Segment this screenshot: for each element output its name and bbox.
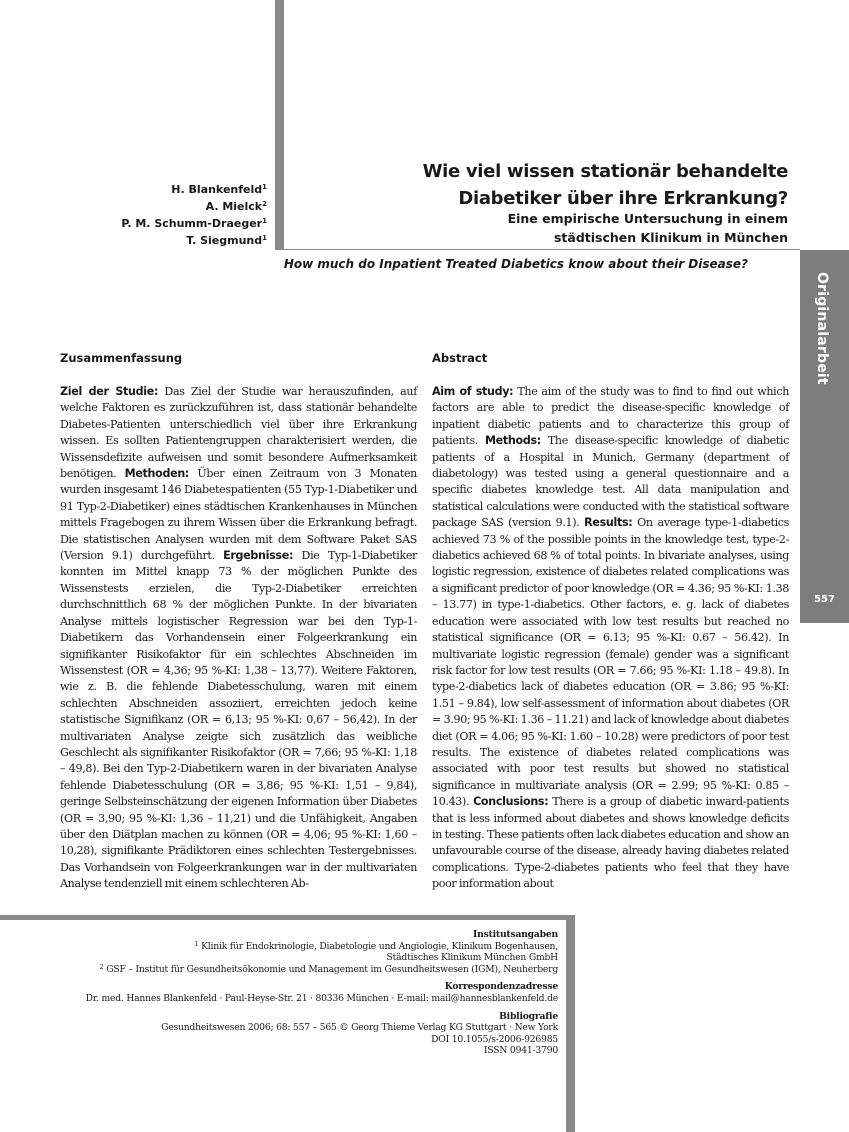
footer-horizontal-bar (0, 915, 575, 920)
institute-1: $^1$ Klinik für Endokrinologie, Diabetologie und Angiologie, Klinikum Bogenhausen, (194, 939, 558, 952)
bibliography-citation: Gesundheitswesen 2006; 68: 557 – 565 © Georg Thieme Verlag KG Stuttgart · New York (161, 1022, 558, 1034)
bibliography-heading: Bibliografie (499, 1010, 558, 1022)
institutes-heading: Institutsangaben (473, 929, 558, 940)
zusammenfassung-heading: Zusammenfassung (60, 351, 183, 365)
footer-vertical-bar (566, 915, 575, 1132)
header-vertical-bar (275, 0, 284, 250)
author: H. Blankenfeld$^1$ (171, 183, 267, 196)
institute-2: $^2$ GSF – Institut für Gesundheitsökonomie und Management im Gesundheitswesen (IGM), Neuherberg (99, 962, 558, 975)
bibliography-issn: ISSN 0941-3790 (483, 1045, 558, 1057)
zusammenfassung-column (60, 350, 417, 893)
abstract-text: Aim of study: The aim of the study was to find to find out which factors are able to predict the disease-specific knowledge of inpatient diabetic patients and to characterize this group of patients. Methods: The disease-specific knowledge of diabetic patients of a Hospital in Munich, Germany (department of diabetology) was tested using a general questionnaire and a specific diabetes knowledge test. All data manipulation and statistical calculations were conducted with the statistical software package SAS (version 9.1). Results: On average type-1-diabetics achieved 73 % of the possible points in the knowledge test, type-2-diabetics achieved 68 % of total points. In bivariate analyses, using logistic regression, existence of diabetes related complications was a significant predictor of poor knowledge (OR = 4.36; 95 %-KI: 1.38 – 13.77) in type-1-diabetics. Other factors, e. g. lack of diabetes education were associated with low test results but reached no statistical significance (OR = 6.13; 95 %-KI: 0.67 – 56.42). In multivariate logistic regression (female) gender was a significant risk factor for low test results (OR = 7.66; 95 %-KI: 1.18 – 49.8). In type-2-diabetics lack of diabetes education (OR = 3.86; 95 %-KI: 1.51 – 9.84), low self-assessment of information about diabetes (OR = 3.90; 95 %-KI: 1.36 – 11.21) and lack of knowledge about diabetes diet (OR = 4.06; 95 %-KI: 1.60 – 10.28) were predictors of poor test results. The existence of diabetes related complications was associated with poor test results but showed no statistical significance in multivariate analysis (OR = 2.99; 95 %-KI: 0.85 – 10.43). Conclusions: There is a group of diabetic inward-patients that is less informed about diabetes and shows knowledge deficits in testing. These patients often lack diabetes education and show an unfavourable course of the disease, already having diabetes related complications. Type-2-diabetes patients who feel that they have poor information about (432, 385, 790, 891)
author: A. Mielck$^2$ (205, 200, 267, 213)
side-tab-label-box (800, 250, 849, 450)
article-info (60, 929, 558, 1057)
abstract-column (432, 350, 789, 893)
english-title: How much do Inpatient Treated Diabetics know about their Disease? (283, 257, 748, 271)
page-number: 557 (814, 594, 835, 605)
title-rule (284, 249, 800, 250)
bibliography-doi: DOI 10.1055/s-2006-926985 (431, 1033, 558, 1045)
article-subtitle: Eine empirische Untersuchung in einem städtischen Klinikum in München (507, 211, 788, 245)
author: T. Siegmund$^1$ (186, 234, 267, 247)
institute-1-cont: Städtisches Klinikum München GmbH (386, 952, 558, 964)
correspondence-address: Dr. med. Hannes Blankenfeld · Paul-Heyse-Str. 21 · 80336 München · E-mail: mail@hannesblankenfeld.de (85, 992, 558, 1004)
author: P. M. Schumm-Draeger$^1$ (121, 217, 267, 230)
author-list (60, 181, 267, 249)
section-label: Originalarbeit (814, 272, 830, 385)
correspondence-heading: Korrespondenzadresse (444, 981, 558, 993)
article-title: Wie viel wissen stationär behandelte Diabetiker über ihre Erkrankung? (422, 161, 788, 209)
abstract-heading: Abstract (432, 351, 488, 365)
zusammenfassung-text: Ziel der Studie: Das Ziel der Studie war herauszufinden, auf welche Faktoren es zurückzuführen ist, dass stationär behandelte Diabetes-Patienten unterschiedlich viel über ihre Erkrankung wissen. Es sollten Patientengruppen charakterisiert werden, die Wissensdefizite aufweisen und somit besondere Aufmerksamkeit benötigen. Methoden: Über einen Zeitraum von 3 Monaten wurden insgesamt 146 Diabetespatienten (55 Typ-1-Diabetiker und 91 Typ-2-Diabetiker) eines städtischen Krankenhauses in München mittels Fragebogen zu ihrem Wissen über die Erkrankung befragt. Die statistischen Analysen wurden mit dem Software Paket SAS (Version 9.1) durchgeführt. Ergebnisse: Die Typ-1-Diabetiker konnten im Mittel knapp 73 % der möglichen Punkte des Wissenstests erzielen, die Typ-2-Diabetiker erreichten durchschnittlich 68 % der möglichen Punkte. In der bivariaten Analyse mittels logistischer Regression war bei den Typ-1-Diabetikern das Vorhandensein einer Folgeerkrankung ein signifikanter Risikofaktor für ein schlechtes Abschneiden im Wissenstest (OR = 4,36; 95 %-KI: 1,38 – 13,77). Weitere Faktoren, wie z. B. die fehlende Diabetesschulung, waren mit einem schlechten Abschneiden assoziiert, erreichten jedoch keine statistische Signifikanz (OR = 6,13; 95 %-KI: 0,67 – 56,42). In der multivariaten Analyse zeigte sich zusätzlich das weibliche Geschlecht als signifikanter Risikofaktor (OR = 7,66; 95 %-KI: 1,18 – 49,8). Bei den Typ-2-Diabetikern waren in der bivariaten Analyse fehlende Diabetesschulung (OR = 3,86; 95 %-KI: 1,51 – 9,84), geringe Selbsteinschätzung der eigenen Information über Diabetes (OR = 3,90; 95 %-KI: 1,36 – 11,21) und die Unfähigkeit, Angaben über den Diätplan machen zu können (OR = 4,06; 95 %-KI: 1,60 – 10,28), signifikante Prädiktoren eines schlechten Testergebnisses. Das Vorhandsein von Folgeerkrankungen war in der multivariaten Analyse tendenziell mit einem schlechteren Ab- (60, 385, 418, 891)
